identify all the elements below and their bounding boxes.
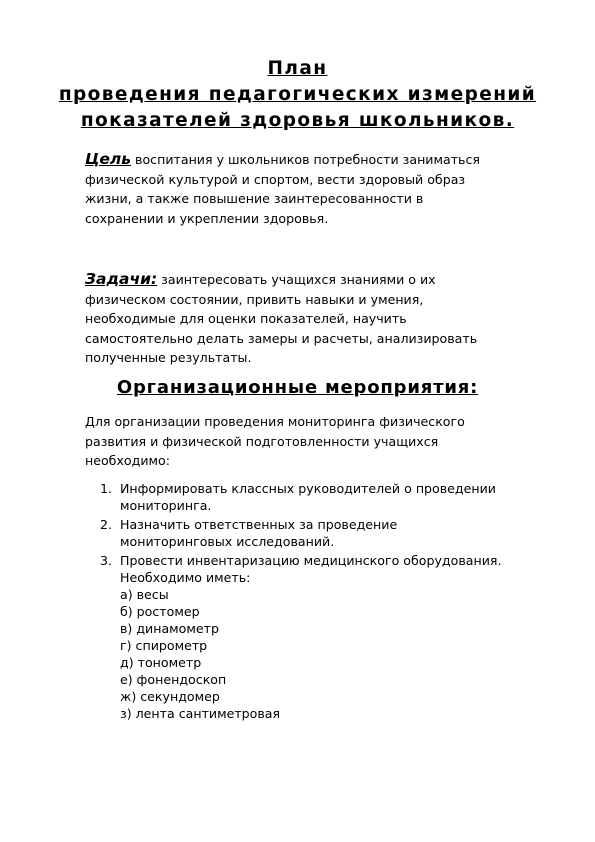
tasks-text-3: необходимые для оценки показателей, научить [85,311,407,326]
list-number: 2. [100,517,113,532]
equipment-item: з) лента сантиметровая [120,706,281,721]
list-number: 3. [100,553,113,568]
intro-line-1: Для организации проведения мониторинга физического [85,414,465,429]
goal-text-1: воспитания у школьников потребности заниматься [131,152,480,167]
tasks-line-1 [85,270,555,290]
equipment-item: б) ростомер [120,604,200,619]
list-number: 1. [100,481,113,496]
list-item-text: мониторинга. [120,498,212,513]
tasks-paragraph [85,270,555,368]
list-item [100,552,570,722]
list-item [100,480,570,514]
list-item-text: Информировать классных руководителей о проведении [120,481,496,496]
equipment-item: в) динамометр [120,621,219,636]
list-item-text: Назначить ответственных за проведение [120,517,398,532]
title-line-1: План [267,58,328,79]
title-line-2: проведения педагогических измерений [58,84,537,105]
equipment-item: е) фонендоскоп [120,672,227,687]
tasks-text-1: заинтересовать учащихся знаниями о их [157,272,436,287]
tasks-label: Задачи: [85,270,158,288]
intro-line-2: развития и физической подготовленности учащихся [85,433,439,449]
goal-paragraph [85,150,555,228]
goal-text-4: сохранении и укреплении здоровья. [85,210,329,226]
tasks-text-2: физическом состоянии, привить навыки и умения, [85,291,424,307]
goal-text-2: физической культурой и спортом, вести здоровый образ [85,171,466,187]
equipment-item: г) спирометр [120,638,208,653]
goal-text-3: жизни, а также повышение заинтересованности в [85,191,424,206]
list-item-text: мониторинговых исследований. [120,534,335,549]
tasks-text-5: полученные результаты. [85,350,252,365]
intro-paragraph [85,412,555,471]
list-item [100,516,570,550]
equipment-item: ж) секундомер [120,689,220,704]
steps-list [100,480,570,724]
title-line-3: показателей здоровья школьников. [80,110,515,131]
equipment-item: а) весы [120,587,169,602]
list-item-text: Провести инвентаризацию медицинского оборудования. [120,553,502,568]
list-item-text: Необходимо иметь: [120,570,251,585]
section-heading: Организационные мероприятия: [116,377,479,398]
goal-line-1 [85,150,555,170]
goal-label: Цель [85,150,132,168]
tasks-text-4: самостоятельно делать замеры и расчеты, анализировать [85,330,478,346]
intro-line-3: необходимо: [85,453,170,468]
equipment-item: д) тонометр [120,655,202,670]
